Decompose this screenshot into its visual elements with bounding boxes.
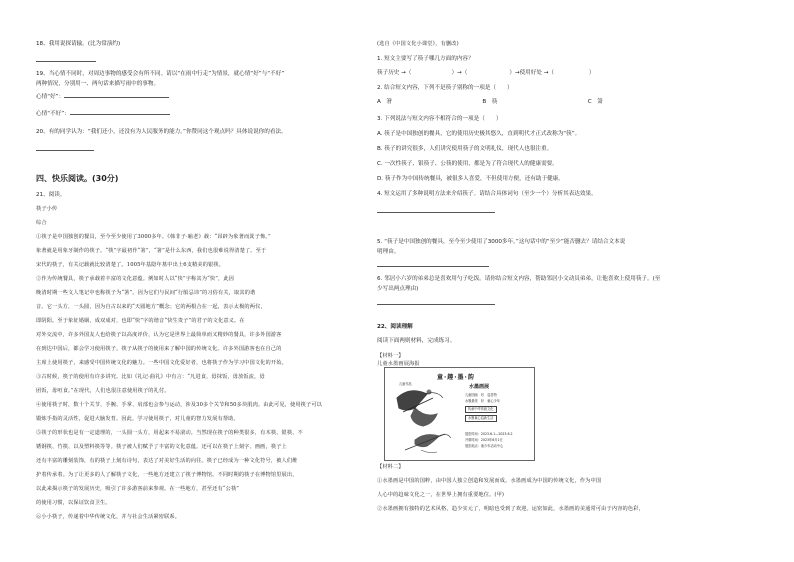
question-19-line2: 两种情况，分别用一、两句话来描写雨中的事物。 (36, 81, 160, 87)
question-20: 20、有的同学认为：“我们还小，还没有为人民服务的能力。”你赞同这个观点吗？具体说说你的看法。 (36, 129, 287, 135)
article-paragraph-line: 主席上使用筷子，来感受中国传统文化的魅力。一些中国文化爱好者，也将筷子作为学习中国文化的开始。 (36, 360, 287, 366)
poster-col-left: 儿童作品 (399, 382, 412, 386)
material-1-label: 【材料一】 (377, 353, 404, 359)
material-2-label: 【材料二】 (377, 464, 404, 470)
question-19-line1: 19、当心情不同时，对周边事物的感受会有所不同。请以“在雨中行走”为情景，就心情“好”与“不好” (36, 71, 285, 77)
article-paragraph-line: 的使用习惯，以保证饮食卫生。 (36, 500, 111, 506)
question-6-line1: 6. 邻居小六岁的弟弟总是喜欢用勺子吃饭。请你结合短文内容，帮助邻居小文动员弟弟，让他喜欢上使用筷子。(至 (377, 276, 661, 282)
material-2-line2: 人心中的趋味文化之一，在世界上拥有重要地位。(甲) (377, 492, 505, 498)
article-paragraph-line: 以此来揭示筷子的发展历史，吸引了许多游客前来参观。在一些地方，甚至还有“公筷” (36, 486, 240, 492)
question-22-title: 22、阅读理解 (377, 324, 413, 330)
article-paragraph-line: 即阴阳。至于象征婚姻，成双成对，也即“快”字的谐音“快生贵子”的君子的文化意义。在 (36, 318, 245, 324)
poster-line-1: 儿童国画 好 趋答特 (465, 393, 497, 397)
answer-line-18[interactable] (36, 58, 96, 62)
material-1-caption: 儿童水墨画展海报 (377, 361, 420, 367)
option-a[interactable]: A 箸 (377, 99, 393, 105)
material-2-line3: ②水墨画拥有独特的艺术风格，趋少实元了，明暗也受到了欢迎。运密如此，水墨画的美通常可由于内容的色彩， (377, 506, 644, 512)
answer-line-6[interactable] (377, 301, 495, 305)
question-22-desc: 阅读下面两则材料，完成练习。 (377, 338, 456, 344)
poster-ink-painting (385, 368, 536, 462)
material-2-line1: ①水墨画是中国的国粹，由中国人独立创造和发展而成。水墨画成为中国的传统文化，作为中国 (377, 478, 602, 484)
article-paragraph-line: ③古时候，筷子的使用有许多讲究。比如《礼记·曲礼》中有言：“凡进食，毋抹饭，毋放饭流，毋 (36, 374, 265, 380)
article-paragraph-line: 宋代的筷子，有关记载就比较清楚了。1005年基隐年墓中出土6支精美的银筷。 (36, 262, 225, 268)
mood-bad-row (36, 110, 170, 118)
question-5-line1: 5. “筷子是中国独创的餐具，至今至少使用了3000多年。”这句话中的“至少”能否删去？请结合文本说 (377, 239, 626, 245)
question-3-option-d[interactable]: D. 筷子作为中国传统餐具，被很多人喜爱，不但使用方便，还有助于健康。 (377, 176, 564, 182)
article-paragraph-line: 锻炼手指的灵活性，促进大脑发育。因此，学习使用筷子，对儿童的智力发展有帮助。 (36, 416, 239, 422)
question-2-options (377, 99, 617, 106)
fill-part-a: 筷子历史 →（ (377, 70, 412, 76)
article-paragraph-line: ④使用筷子时，数十个关节、手腕、手掌、肩部也会参与运动，涉及30多个关节和50多块肌肉。由此可见，使用筷子可以 (36, 402, 323, 408)
article-title: 筷子小传 (36, 206, 58, 212)
fill-part-b: ）→（ (451, 70, 468, 76)
article-source: (选自《中国文化小课堂》，有删改) (377, 41, 459, 47)
poster-line-2: 水墨最美 好 童心少年 (465, 399, 501, 403)
question-18: 18、我用说探请输。(比为常演约) (36, 41, 121, 47)
mood-bad-label: 心情“不好”： (36, 111, 70, 117)
question-4: 4. 短文运用了多种说明方法来介绍筷子。请结合具体词句（至少一个）分析其表达效果。 (377, 191, 597, 197)
answer-line-20[interactable] (36, 147, 94, 151)
fill-part-c: ）→使用好处 →（ (509, 70, 555, 76)
exhibition-poster (384, 367, 535, 461)
article-paragraph-line: 锈钢筷、竹筷、以及塑料筷等等。筷子被人们赋予了丰富的文化意蕴。还可以在筷子上刻字、画画，筷子上 (36, 444, 287, 450)
option-c[interactable]: C 箫 (587, 99, 603, 105)
ink-bird-icon (405, 434, 451, 453)
question-3-option-c[interactable]: C. 一次性筷子、银筷子、公筷的使用，都是为了符合现代人的健康需要。 (377, 161, 558, 167)
answer-line-4[interactable] (377, 209, 495, 213)
mood-good-label: 心情“好”： (36, 94, 65, 100)
poster-date-1: 展览时间：2023.6.1—2023.6.2 (465, 432, 513, 436)
poster-date-3: 展览地点：童少年活动中心 (465, 444, 504, 448)
poster-box-2: 水墨童心趋新生活 (465, 415, 497, 422)
question-2: 2. 结合短文内容，下列不是筷子别称的一项是（ ） (377, 85, 513, 91)
ink-flower-icon (397, 390, 443, 426)
poster-date-2: 开幕时间：2023年6月1日 (465, 438, 503, 442)
question-6-line2: 少写出两点理由) (377, 286, 419, 292)
question-21: 21、阅读。 (36, 192, 66, 198)
mood-good-row (36, 93, 169, 101)
article-paragraph-line: ①筷子是中国独创的餐具，至今至少使用了3000多年。《韩非子·喻老》载：“昂辟为象著而箕子怖。” (36, 234, 271, 240)
question-3-option-b[interactable]: B. 筷子的讲究很多，人们讲究使用筷子的文明礼仪，现代人也很注重。 (377, 146, 553, 152)
article-paragraph-line: ②作为传统餐具，筷子承载着丰富的文化意蕴。例如时人以“快”字称其为“快”，此因 (36, 276, 235, 282)
poster-title: 童·趣·墨·韵 (437, 374, 475, 381)
poster-box-1: 传承中华传统文化 (465, 406, 497, 413)
question-3-option-a[interactable]: A. 筷子是中国独创的餐具，它的使用历史极其悠久，直到明代才正式改称为“筷”。 (377, 131, 581, 137)
article-paragraph-line: ⑥小小筷子，传递着中华传统文化，并与社会生活紧密联系。 (36, 514, 181, 520)
question-1: 1. 短文主要写了筷子哪几方面的内容？ (377, 56, 474, 62)
question-5-line2: 明理由。 (377, 249, 400, 255)
article-paragraph-line: 音。它一头方，一头圆，因为自古以来的“天圆地方”概念；它的两根合在一起，表示太极的两仪， (36, 304, 266, 310)
fill-part-d: ） (589, 70, 595, 76)
option-b[interactable]: B 筷 (482, 99, 498, 105)
article-paragraph-line: 护着传承着。为了让更多的人了解筷子文化，一些地方还建立了筷子博物馆。不同时期的筷子在博物馆里展出， (36, 472, 298, 478)
article-paragraph-line: 象著就是用象牙制作的筷子。“筷”字最初作“箸”，“箸”是什么东西，我们也很难说得清楚了。至于 (36, 248, 267, 254)
section-heading: 四、快乐阅读。(30分) (36, 174, 119, 183)
article-paragraph-line: 还有丰富的雕刻装饰，有的筷子上刻有诗句，表达了对美好生活的向往。筷子已经成为一种文化符号，被人们维 (36, 458, 298, 464)
question-1-fill (377, 70, 595, 77)
question-3: 3. 下列说法与短文内容不相符合的一项是（ ） (377, 116, 502, 122)
mood-good-answer[interactable] (64, 93, 169, 98)
mood-bad-answer[interactable] (70, 110, 170, 115)
article-paragraph-line: 在到达中国后，都会学习使用筷子。筷子从筷子的使用来了解中国的传统文化。许多外国游客也在自己的 (36, 346, 282, 352)
poster-subtitle: 水墨画展 (469, 384, 490, 390)
article-paragraph-line: 对外交流中，许多外国友人也给筷子以高度评价，认为它是世界上最简单而又精妙的餐具，许多外国游客 (36, 332, 282, 338)
article-paragraph-line: 团饭，毋咺食。”在现代，人们也很注意使用筷子的礼付。 (36, 388, 170, 394)
article-author: 综合 (36, 220, 47, 226)
article-paragraph-line: 晚清时期一些文人笔记中也称筷子为“箸”。因为它们与民间“行船忌讳”的习俗有关，取其的谐 (36, 290, 256, 296)
answer-line-5[interactable] (377, 263, 489, 267)
article-paragraph-line: ⑤筷子的形状也是有一定道理的，一头圆一头方，用起来不易滚动。当然现在筷子的种类很多，有木筷、银筷、不 (36, 430, 303, 436)
